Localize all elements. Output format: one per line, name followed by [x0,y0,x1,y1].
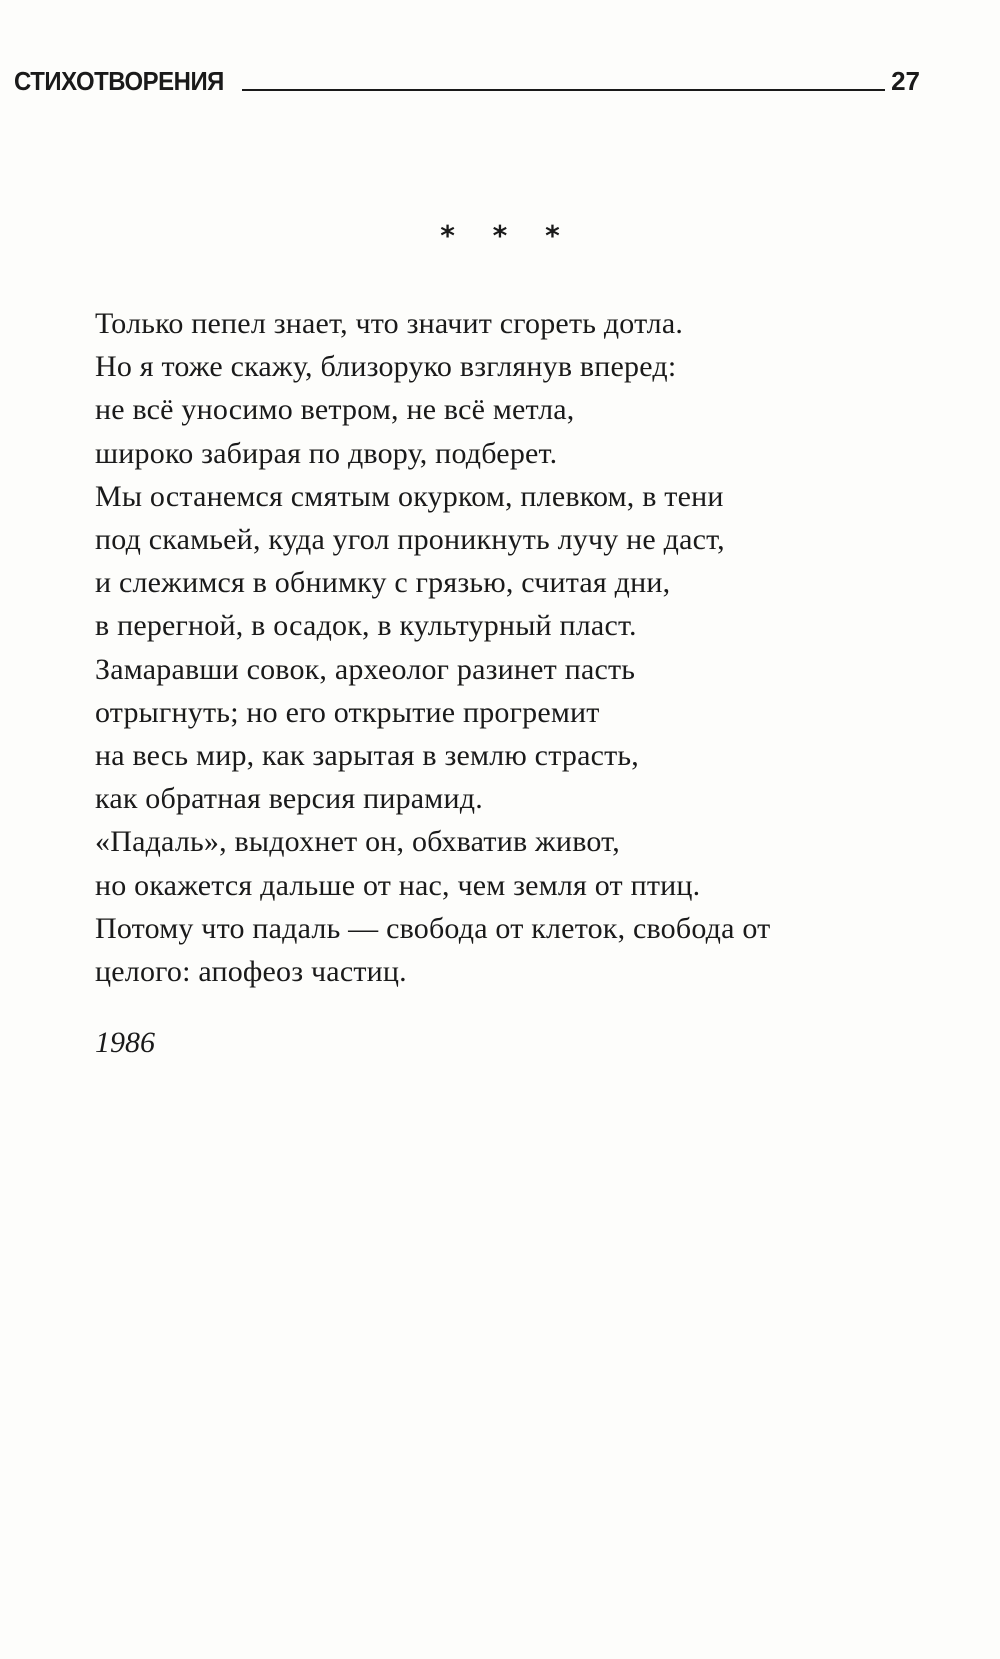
poem-line: на весь мир, как зарытая в землю страсть, [95,739,639,773]
running-head [14,60,920,94]
poem-line: Замаравши совок, археолог разинет пасть [95,652,636,686]
poem-line: «Падаль», выдохнет он, обхватив живот, [95,825,620,859]
poem-line: не всё уносимо ветром, не всё метла, [95,393,575,427]
poem-line: Только пепел знает, что значит сгореть дотла. [95,307,684,340]
poem-year: 1986 [95,1026,155,1059]
poem-line: как обратная версия пирамид. [95,782,483,816]
header-rule [242,89,885,91]
page-number: 27 [891,66,920,96]
poem-line: под скамьей, куда угол проникнуть лучу не даст, [95,523,725,557]
poem-body [95,302,935,993]
poem-line: Но я тоже скажу, близоруко взглянув вперед: [95,350,677,384]
poem-line: и слежимся в обнимку с грязью, считая дни, [95,566,671,600]
poem-line: отрыгнуть; но его открытие прогремит [95,695,600,729]
poem-line: Потому что падаль — свобода от клеток, свобода от [95,911,771,945]
section-title: СТИХОТВОРЕНИЯ [14,66,224,96]
poem-line: в перегной, в осадок, в культурный пласт. [95,609,637,643]
poem-line: целого: апофеоз частиц. [95,955,407,989]
poem-line: но окажется дальше от нас, чем земля от птиц. [95,868,701,902]
poem-line: Мы останемся смятым окурком, плевком, в тени [95,479,724,513]
poem-line: широко забирая по двору, подберет. [95,436,558,470]
poem-separator: * * * [440,219,574,252]
